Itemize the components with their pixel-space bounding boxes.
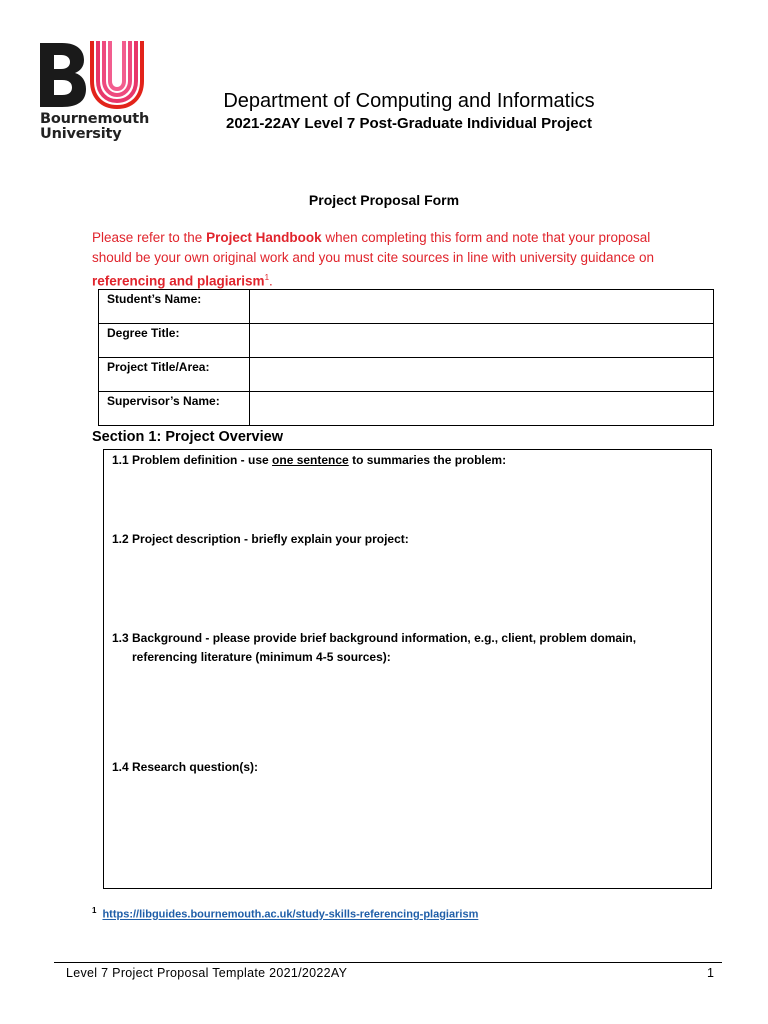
project-title-field[interactable] <box>250 358 714 392</box>
degree-title-field[interactable] <box>250 324 714 358</box>
table-row <box>99 290 714 324</box>
supervisor-name-label: Supervisor’s Name: <box>99 392 250 426</box>
department-title: Department of Computing and Informatics <box>223 90 595 112</box>
footer-divider <box>54 962 722 963</box>
intro-text-3: . <box>269 273 273 289</box>
degree-title-label: Degree Title: <box>99 324 250 358</box>
table-row <box>99 324 714 358</box>
intro-text-1: Please refer to the <box>92 230 207 245</box>
q1-underlined: one sentence <box>272 453 349 467</box>
q1-text-a: 1.1 Problem definition - use <box>112 453 273 467</box>
student-name-field[interactable] <box>250 290 714 324</box>
form-title: Project Proposal Form <box>308 192 460 208</box>
q1-text-b: to summaries the problem: <box>348 453 507 467</box>
intro-paragraph <box>92 228 692 292</box>
project-title-label: Project Title/Area: <box>99 358 250 392</box>
question-1-1 <box>112 451 506 470</box>
intro-text-2: when completing this form and note that your proposal should be your own original work and you must cite sources in line with university guidance on <box>92 230 655 265</box>
section-1-heading: Section 1: Project Overview <box>92 429 283 445</box>
intro-bold-handbook: Project Handbook <box>206 230 322 245</box>
intro-bold-referencing: referencing and plagiarism <box>92 273 265 289</box>
student-name-label: Student’s Name: <box>99 290 250 324</box>
footnote-link[interactable]: https://libguides.bournemouth.ac.uk/study-skills-referencing-plagiarism <box>102 908 479 921</box>
project-subtitle: 2021-22AY Level 7 Post-Graduate Individual Project <box>226 115 592 132</box>
logo-line-1: Bournemouth <box>40 111 150 127</box>
question-1-2: 1.2 Project description - briefly explain your project: <box>112 532 409 546</box>
footer-template-title: Level 7 Project Proposal Template 2021/2022AY <box>66 966 348 980</box>
page-number: 1 <box>707 966 714 980</box>
q3-line-1: 1.3 Background - please provide brief background information, e.g., client, problem domain, <box>112 631 637 645</box>
footnote <box>92 906 478 921</box>
q3-line-2: referencing literature (minimum 4-5 sources): <box>132 650 391 664</box>
logo-line-2: University <box>40 126 122 142</box>
table-row <box>99 358 714 392</box>
question-1-3 <box>112 629 636 667</box>
supervisor-name-field[interactable] <box>250 392 714 426</box>
footnote-mark: 1 <box>92 906 97 915</box>
question-1-4: 1.4 Research question(s): <box>112 760 259 774</box>
student-details-table <box>98 289 714 426</box>
project-overview-box[interactable] <box>103 449 712 889</box>
intro-footnote-mark: 1 <box>264 273 270 282</box>
table-row <box>99 392 714 426</box>
